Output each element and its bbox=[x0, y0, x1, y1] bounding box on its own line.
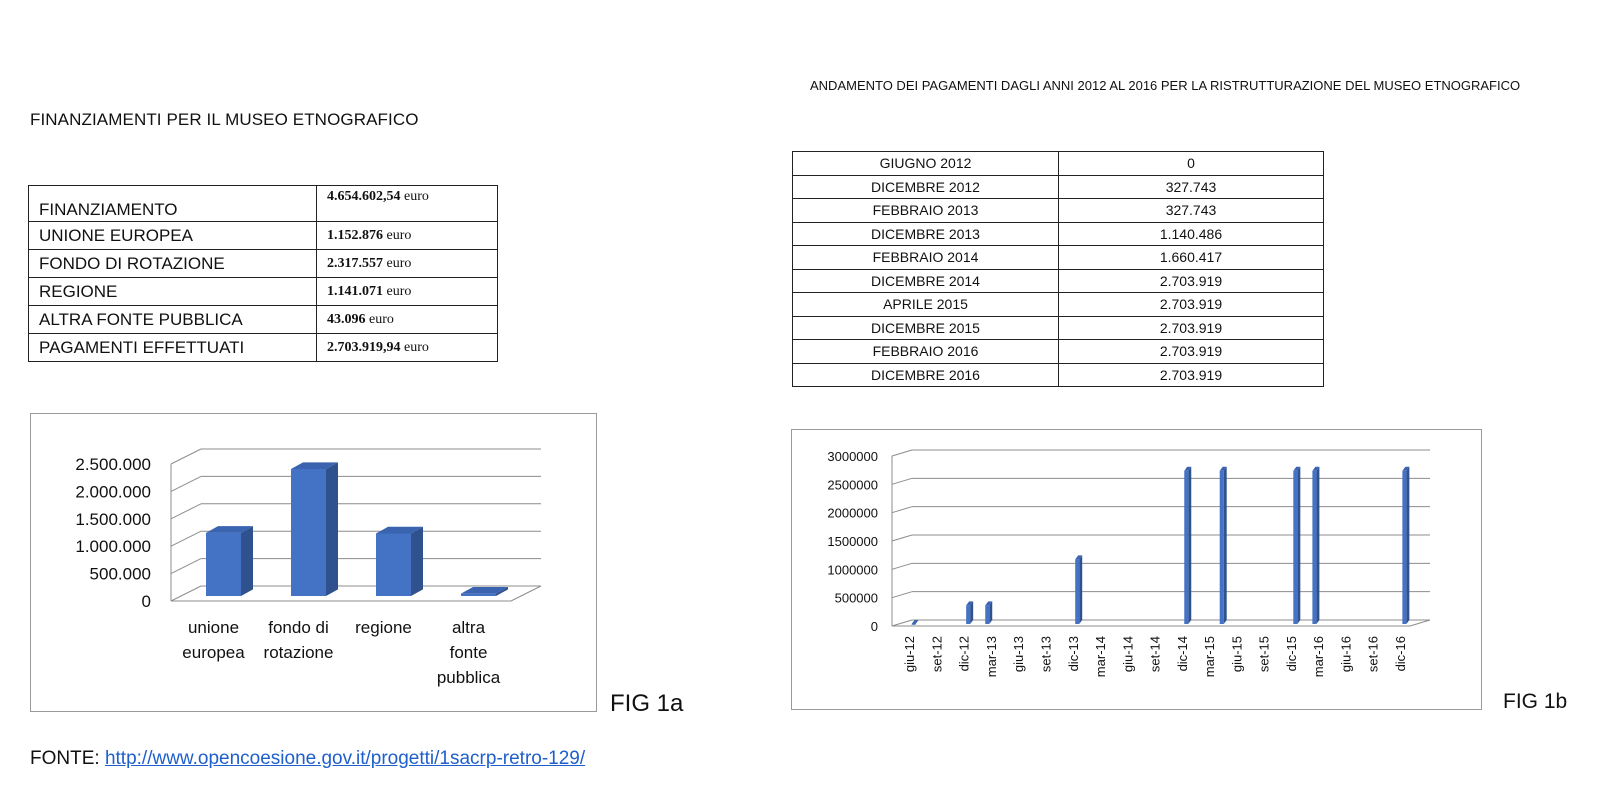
payment-date: DICEMBRE 2014 bbox=[793, 269, 1059, 293]
x-tick-label: giu-12 bbox=[902, 636, 918, 673]
funding-label: REGIONE bbox=[29, 278, 317, 306]
fig1b-chart bbox=[792, 430, 1481, 709]
bar bbox=[1220, 471, 1224, 624]
funding-unit: euro bbox=[400, 339, 429, 355]
y-tick-label: 2000000 bbox=[827, 505, 878, 521]
funding-table bbox=[28, 185, 498, 362]
payment-row bbox=[793, 293, 1324, 317]
y-tick-label: 1.000.000 bbox=[75, 537, 151, 557]
payment-amount: 2.703.919 bbox=[1059, 293, 1324, 317]
x-tick-label: set-13 bbox=[1038, 636, 1054, 673]
x-tick-label: europea bbox=[182, 643, 245, 662]
x-tick-label: dic-14 bbox=[1174, 636, 1190, 672]
payment-amount: 0 bbox=[1059, 152, 1324, 176]
payment-amount: 1.660.417 bbox=[1059, 246, 1324, 270]
x-tick-label: dic-12 bbox=[956, 636, 972, 672]
bar-top bbox=[912, 620, 919, 624]
x-tick-label: dic-15 bbox=[1283, 636, 1299, 672]
funding-value bbox=[317, 334, 498, 362]
payment-amount: 2.703.919 bbox=[1059, 316, 1324, 340]
x-tick-label: set-12 bbox=[929, 636, 945, 673]
grid-line-side bbox=[171, 504, 201, 519]
payment-date: FEBBRAIO 2014 bbox=[793, 246, 1059, 270]
grid-line-side bbox=[892, 592, 912, 598]
y-tick-label: 500.000 bbox=[89, 564, 151, 584]
bar bbox=[376, 533, 411, 596]
grid-line-side bbox=[171, 476, 201, 491]
x-tick-label: set-15 bbox=[1256, 636, 1272, 673]
grid-line-side bbox=[171, 559, 201, 574]
x-tick-label: fonte bbox=[449, 643, 488, 662]
fig1a-label: FIG 1a bbox=[610, 690, 684, 717]
bar bbox=[291, 469, 326, 596]
bar-side bbox=[1406, 467, 1409, 624]
payment-row bbox=[793, 246, 1324, 270]
funding-value bbox=[317, 306, 498, 334]
x-tick-label: regione bbox=[355, 618, 412, 637]
bar-side bbox=[1079, 555, 1082, 624]
funding-value bbox=[317, 278, 498, 306]
floor-edge bbox=[1410, 620, 1430, 626]
funding-value bbox=[317, 250, 498, 278]
bar bbox=[1184, 471, 1188, 624]
source-prefix: FONTE: bbox=[30, 748, 105, 769]
bar bbox=[461, 594, 496, 596]
x-tick-label: set-14 bbox=[1147, 636, 1163, 673]
y-tick-label: 0 bbox=[141, 592, 151, 611]
payment-date: APRILE 2015 bbox=[793, 293, 1059, 317]
x-tick-label: pubblica bbox=[436, 668, 501, 687]
funding-label: PAGAMENTI EFFETTUATI bbox=[29, 334, 317, 362]
bar bbox=[985, 605, 989, 624]
fig1b-label: FIG 1b bbox=[1503, 690, 1568, 713]
bar bbox=[1312, 471, 1316, 624]
grid-line-side bbox=[171, 449, 201, 464]
payment-row bbox=[793, 316, 1324, 340]
x-tick-label: dic-13 bbox=[1065, 636, 1081, 672]
bar-side bbox=[1188, 467, 1191, 624]
grid-line-side bbox=[171, 586, 201, 601]
y-tick-label: 2500000 bbox=[827, 477, 878, 493]
fig1b-chart-frame bbox=[791, 429, 1482, 710]
funding-row bbox=[29, 250, 498, 278]
funding-label: UNIONE EUROPEA bbox=[29, 222, 317, 250]
fig1a-chart-frame bbox=[30, 413, 597, 712]
payment-date: FEBBRAIO 2016 bbox=[793, 340, 1059, 364]
bar-side bbox=[1297, 467, 1300, 624]
payment-row bbox=[793, 152, 1324, 176]
x-tick-label: mar-13 bbox=[983, 636, 999, 678]
x-tick-label: set-16 bbox=[1365, 636, 1381, 673]
grid-line-side bbox=[892, 563, 912, 569]
funding-label: FINANZIAMENTO bbox=[29, 186, 317, 222]
payment-date: FEBBRAIO 2013 bbox=[793, 199, 1059, 223]
payment-row bbox=[793, 199, 1324, 223]
payment-date: DICEMBRE 2016 bbox=[793, 363, 1059, 387]
x-tick-label: mar-16 bbox=[1311, 636, 1327, 678]
payment-amount: 1.140.486 bbox=[1059, 222, 1324, 246]
funding-value bbox=[317, 222, 498, 250]
y-tick-label: 3000000 bbox=[827, 449, 878, 464]
bar bbox=[206, 533, 241, 596]
x-tick-label: giu-14 bbox=[1120, 636, 1136, 673]
payment-date: DICEMBRE 2012 bbox=[793, 175, 1059, 199]
bar bbox=[1075, 559, 1079, 624]
funding-unit: euro bbox=[383, 283, 412, 299]
grid-line-side bbox=[892, 620, 912, 626]
payment-amount: 2.703.919 bbox=[1059, 363, 1324, 387]
bar-side bbox=[326, 462, 338, 596]
funding-row bbox=[29, 186, 498, 222]
x-tick-label: dic-16 bbox=[1392, 636, 1408, 672]
grid-line-side bbox=[892, 535, 912, 541]
funding-amount: 1.152.876 bbox=[327, 227, 383, 243]
funding-unit: euro bbox=[383, 255, 412, 271]
grid-line-side bbox=[892, 507, 912, 513]
funding-row bbox=[29, 278, 498, 306]
grid-line-side bbox=[171, 531, 201, 546]
y-tick-label: 1.500.000 bbox=[75, 509, 151, 529]
funding-amount: 2.703.919,94 bbox=[327, 339, 401, 355]
y-tick-label: 1000000 bbox=[827, 562, 878, 578]
payment-row bbox=[793, 363, 1324, 387]
funding-amount: 2.317.557 bbox=[327, 255, 383, 271]
x-tick-label: giu-13 bbox=[1011, 636, 1027, 673]
payments-title: ANDAMENTO DEI PAGAMENTI DAGLI ANNI 2012 AL 2016 PER LA RISTRUTTURAZIONE DEL MUSEO ETNOGRAFICO bbox=[810, 78, 1521, 93]
grid-line-side bbox=[892, 450, 912, 456]
bar-side bbox=[1224, 467, 1227, 624]
bar bbox=[1293, 471, 1297, 624]
y-tick-label: 2.500.000 bbox=[75, 455, 151, 474]
payment-date: DICEMBRE 2013 bbox=[793, 222, 1059, 246]
funding-row bbox=[29, 306, 498, 334]
payment-date: DICEMBRE 2015 bbox=[793, 316, 1059, 340]
funding-title: FINANZIAMENTI PER IL MUSEO ETNOGRAFICO bbox=[30, 110, 419, 129]
funding-unit: euro bbox=[400, 189, 429, 204]
source-link[interactable]: http://www.opencoesione.gov.it/progetti/1sacrp-retro-129/ bbox=[104, 748, 586, 769]
funding-value bbox=[317, 186, 498, 222]
funding-amount: 43.096 bbox=[327, 311, 366, 327]
payment-row bbox=[793, 222, 1324, 246]
payment-date: GIUGNO 2012 bbox=[793, 152, 1059, 176]
bar-side bbox=[411, 527, 423, 596]
bar bbox=[966, 605, 970, 624]
funding-unit: euro bbox=[383, 227, 412, 243]
y-tick-label: 500000 bbox=[834, 590, 878, 606]
payment-row bbox=[793, 340, 1324, 364]
funding-label: ALTRA FONTE PUBBLICA bbox=[29, 306, 317, 334]
funding-unit: euro bbox=[365, 311, 394, 327]
floor-edge bbox=[511, 586, 541, 601]
funding-row bbox=[29, 334, 498, 362]
funding-amount: 1.141.071 bbox=[327, 283, 383, 299]
x-tick-label: mar-15 bbox=[1202, 636, 1218, 678]
payment-row bbox=[793, 269, 1324, 293]
payments-table bbox=[792, 151, 1324, 387]
bar bbox=[912, 624, 916, 625]
source-line bbox=[30, 748, 585, 770]
x-tick-label: giu-16 bbox=[1338, 636, 1354, 673]
bar bbox=[1402, 471, 1406, 624]
bar-side bbox=[241, 526, 253, 596]
x-tick-label: fondo di bbox=[268, 618, 329, 637]
y-tick-label: 1500000 bbox=[827, 534, 878, 549]
payment-amount: 327.743 bbox=[1059, 175, 1324, 199]
fig1a-chart bbox=[31, 414, 596, 711]
payment-amount: 2.703.919 bbox=[1059, 269, 1324, 293]
x-tick-label: rotazione bbox=[263, 643, 334, 662]
bar-side bbox=[1316, 467, 1319, 624]
x-tick-label: unione bbox=[187, 618, 240, 637]
payment-amount: 327.743 bbox=[1059, 199, 1324, 223]
x-tick-label: altra bbox=[451, 618, 486, 637]
x-tick-label: giu-15 bbox=[1229, 636, 1245, 673]
grid-line-side bbox=[892, 478, 912, 484]
funding-amount: 4.654.602,54 bbox=[327, 189, 401, 204]
y-tick-label: 2.000.000 bbox=[75, 482, 151, 502]
payment-amount: 2.703.919 bbox=[1059, 340, 1324, 364]
y-tick-label: 0 bbox=[870, 619, 878, 634]
payment-row bbox=[793, 175, 1324, 199]
funding-row bbox=[29, 222, 498, 250]
x-tick-label: mar-14 bbox=[1093, 636, 1109, 678]
funding-label: FONDO DI ROTAZIONE bbox=[29, 250, 317, 278]
